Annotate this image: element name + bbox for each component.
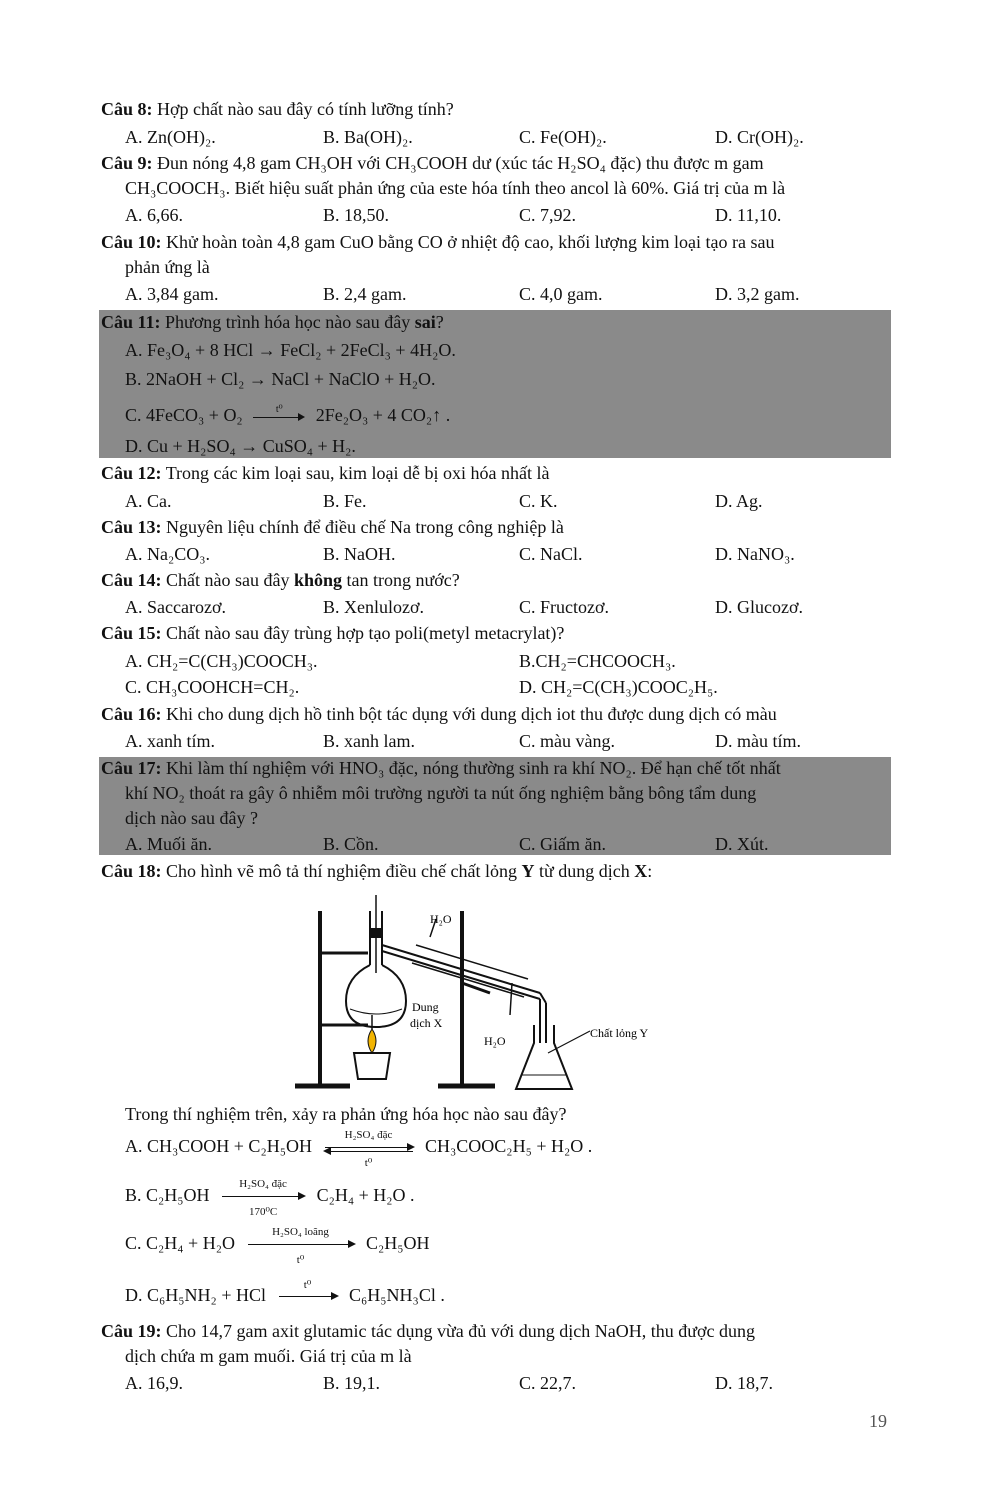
question-14	[101, 569, 460, 591]
arrow-condition: t⁰	[275, 403, 283, 415]
option-a[interactable]: A. Fe₃O₄ + 8 HCl → FeCl₂ + 2FeCl₃ + 4H₂O.	[125, 340, 456, 360]
page-number: 19	[869, 1411, 887, 1431]
option-d[interactable]: D. CH₂=C(CH₃)COOC₂H₅.	[519, 677, 718, 697]
option-c[interactable]: C. Fructozơ.	[519, 597, 610, 617]
question-label: Câu 10:	[101, 232, 162, 252]
option-c[interactable]: C. 22,7.	[519, 1373, 577, 1393]
equation-left: B. C₂H₅OH	[125, 1185, 210, 1206]
question-text: Chất nào sau đây trùng hợp tạo poli(metyl metacrylat)?	[161, 623, 565, 643]
question-9	[101, 152, 764, 174]
question-19	[101, 1320, 755, 1342]
question-label: Câu 16:	[101, 704, 162, 724]
option-a[interactable]: A. 3,84 gam.	[125, 284, 219, 304]
arrow-condition-bottom: 170⁰C	[248, 1206, 278, 1218]
question-label: Câu 9:	[101, 153, 153, 173]
option-b[interactable]: B. 18,50.	[323, 205, 390, 225]
question-label: Câu 13:	[101, 517, 162, 537]
question-emphasis: X	[634, 861, 648, 881]
option-d[interactable]: D. Glucozơ.	[715, 597, 803, 617]
question-label: Câu 18:	[101, 861, 162, 881]
option-b[interactable]	[125, 1178, 415, 1218]
equation-right: 2Fe₂O₃ + 4 CO₂↑ .	[315, 405, 451, 425]
question-11	[101, 311, 444, 333]
equation-right: C₂H₅OH	[366, 1233, 430, 1254]
question-emphasis: không	[293, 570, 343, 590]
question-label: Câu 12:	[101, 463, 162, 483]
question-text-cont: CH₃COOCH₃. Biết hiệu suất phản ứng của este hóa tính theo ancol là 60%. Giá trị của m là	[125, 178, 786, 198]
question-text: Trong các kim loại sau, kim loại dễ bị oxi hóa nhất là	[161, 463, 550, 483]
question-13	[101, 516, 564, 538]
option-a[interactable]: A. 16,9.	[125, 1373, 183, 1393]
question-subprompt: Trong thí nghiệm trên, xảy ra phản ứng hóa học nào sau đây?	[125, 1104, 567, 1124]
question-emphasis: Y	[521, 861, 535, 881]
question-text: Khi làm thí nghiệm với HNO₃ đặc, nóng thường sinh ra khí NO₂. Để hạn chế tốt nhất	[161, 758, 781, 778]
option-a[interactable]	[125, 1129, 593, 1169]
arrow-condition-top: H₂SO₄ đặc	[239, 1178, 287, 1190]
equation-right: C₆H₅NH₃Cl .	[349, 1285, 445, 1306]
option-c[interactable]	[125, 404, 450, 426]
question-label: Câu 19:	[101, 1321, 162, 1341]
label-dich-x: dịch X	[410, 1016, 443, 1030]
option-c[interactable]: C. Giấm ăn.	[519, 834, 606, 854]
question-text: Cho 14,7 gam axit glutamic tác dụng vừa đủ với dung dịch NaOH, thu được dung	[161, 1321, 755, 1341]
distillation-apparatus-figure	[290, 893, 670, 1098]
option-c[interactable]: C. 7,92.	[519, 205, 577, 225]
question-text: Khi cho dung dịch hồ tinh bột tác dụng với dung dịch iot thu được dung dịch có màu	[161, 704, 777, 724]
option-b[interactable]: B. 19,1.	[323, 1373, 381, 1393]
question-emphasis: sai	[414, 312, 436, 332]
option-a[interactable]: A. Saccarozơ.	[125, 597, 226, 617]
option-d[interactable]	[125, 1279, 445, 1309]
question-text: Hợp chất nào sau đây có tính lưỡng tính?	[152, 99, 454, 119]
question-text-cont: khí NO₂ thoát ra gây ô nhiễm môi trường người ta nút ống nghiệm bằng bông tẩm dung	[125, 783, 757, 803]
option-a[interactable]: A. Na₂CO₃.	[125, 544, 211, 564]
option-d[interactable]: D. Cu + H₂SO₄ → CuSO₄ + H₂.	[125, 436, 356, 456]
question-label: Câu 11:	[101, 312, 161, 332]
reaction-arrow	[246, 1226, 356, 1266]
option-a[interactable]: A. 6,66.	[125, 205, 183, 225]
option-d[interactable]: D. Cr(OH)₂.	[715, 127, 804, 147]
option-b[interactable]: B.CH₂=CHCOOCH₃.	[519, 651, 676, 671]
reaction-arrow	[277, 1279, 339, 1309]
label-dung: Dung	[412, 1000, 439, 1014]
label-h2o-mid: H₂O	[484, 1034, 506, 1048]
option-d[interactable]: D. Ag.	[715, 491, 763, 511]
question-text: Nguyên liệu chính để điều chế Na trong công nghiệp là	[161, 517, 564, 537]
question-12	[101, 462, 549, 484]
label-h2o-top: H₂O	[430, 912, 452, 926]
arrow-condition-bottom: t⁰	[296, 1254, 305, 1266]
option-a[interactable]: A. Zn(OH)₂.	[125, 127, 216, 147]
option-a[interactable]: A. CH₂=C(CH₃)COOCH₃.	[125, 651, 318, 671]
option-c[interactable]	[125, 1226, 430, 1266]
equation-left: A. CH₃COOH + C₂H₅OH	[125, 1136, 312, 1157]
option-c[interactable]: C. CH₃COOHCH=CH₂.	[125, 677, 300, 697]
option-a[interactable]: A. xanh tím.	[125, 731, 215, 751]
equation-right: CH₃COOC₂H₅ + H₂O .	[425, 1136, 593, 1157]
option-b[interactable]: B. xanh lam.	[323, 731, 415, 751]
arrow-condition-bottom: t⁰	[364, 1157, 373, 1169]
question-text: Đun nóng 4,8 gam CH₃OH với CH₃COOH dư (xúc tác H₂SO₄ đặc) thu được m gam	[152, 153, 764, 173]
question-label: Câu 8:	[101, 99, 153, 119]
option-d[interactable]: D. màu tím.	[715, 731, 801, 751]
question-8	[101, 98, 454, 120]
question-end: tan trong nước?	[342, 570, 460, 590]
question-end: :	[647, 861, 653, 881]
question-end: ?	[435, 312, 444, 332]
question-text: Cho hình vẽ mô tả thí nghiệm điều chế chất lỏng	[161, 861, 522, 881]
option-b[interactable]: B. 2NaOH + Cl₂ → NaCl + NaClO + H₂O.	[125, 369, 436, 389]
equation-left: D. C₆H₅NH₂ + HCl	[125, 1285, 266, 1306]
equilibrium-arrow	[323, 1129, 415, 1169]
option-c[interactable]: C. màu vàng.	[519, 731, 615, 751]
option-c[interactable]: C. 4,0 gam.	[519, 284, 603, 304]
reaction-arrow	[253, 403, 305, 424]
question-15	[101, 622, 564, 644]
equation-left: C. C₂H₄ + H₂O	[125, 1233, 235, 1254]
reaction-arrow	[220, 1178, 306, 1218]
option-d[interactable]: D. Xút.	[715, 834, 769, 854]
option-d[interactable]: D. 3,2 gam.	[715, 284, 800, 304]
option-b[interactable]: B. 2,4 gam.	[323, 284, 407, 304]
option-c[interactable]: C. Fe(OH)₂.	[519, 127, 607, 147]
option-b[interactable]: B. Cồn.	[323, 834, 379, 854]
question-label: Câu 15:	[101, 623, 162, 643]
question-text: Phương trình hóa học nào sau đây	[160, 312, 415, 332]
arrow-condition-top: H₂SO₄ đặc	[344, 1129, 393, 1141]
question-label: Câu 17:	[101, 758, 162, 778]
equation-right: C₂H₄ + H₂O .	[316, 1185, 415, 1206]
option-d[interactable]: D. 18,7.	[715, 1373, 773, 1393]
question-text: từ dung dịch	[534, 861, 635, 881]
option-c[interactable]: C. K.	[519, 491, 558, 511]
option-d[interactable]: D. 11,10.	[715, 205, 782, 225]
label-chat-long-y: Chất lỏng Y	[590, 1026, 649, 1040]
option-a[interactable]: A. Ca.	[125, 491, 172, 511]
question-text: Khử hoàn toàn 4,8 gam CuO bằng CO ở nhiệt độ cao, khối lượng kim loại tạo ra sau	[161, 232, 775, 252]
equation-left: C. 4FeCO₃ + O₂	[125, 405, 243, 425]
question-text-cont: dịch nào sau đây ?	[125, 808, 258, 828]
question-text-cont: dịch chứa m gam muối. Giá trị của m là	[125, 1346, 412, 1366]
arrow-condition-top: H₂SO₄ loãng	[272, 1226, 329, 1238]
question-text: Chất nào sau đây	[161, 570, 294, 590]
arrow-condition-top: t⁰	[303, 1279, 312, 1291]
option-c[interactable]: C. NaCl.	[519, 544, 583, 564]
question-text-cont: phản ứng là	[125, 257, 210, 277]
question-10	[101, 231, 774, 253]
question-18	[101, 860, 652, 882]
question-16	[101, 703, 777, 725]
option-b[interactable]: B. Xenlulozơ.	[323, 597, 425, 617]
option-b[interactable]: B. Fe.	[323, 491, 367, 511]
option-b[interactable]: B. Ba(OH)₂.	[323, 127, 413, 147]
option-d[interactable]: D. NaNO₃.	[715, 544, 795, 564]
question-17	[101, 757, 781, 779]
option-b[interactable]: B. NaOH.	[323, 544, 396, 564]
option-a[interactable]: A. Muối ăn.	[125, 834, 212, 854]
question-label: Câu 14:	[101, 570, 162, 590]
